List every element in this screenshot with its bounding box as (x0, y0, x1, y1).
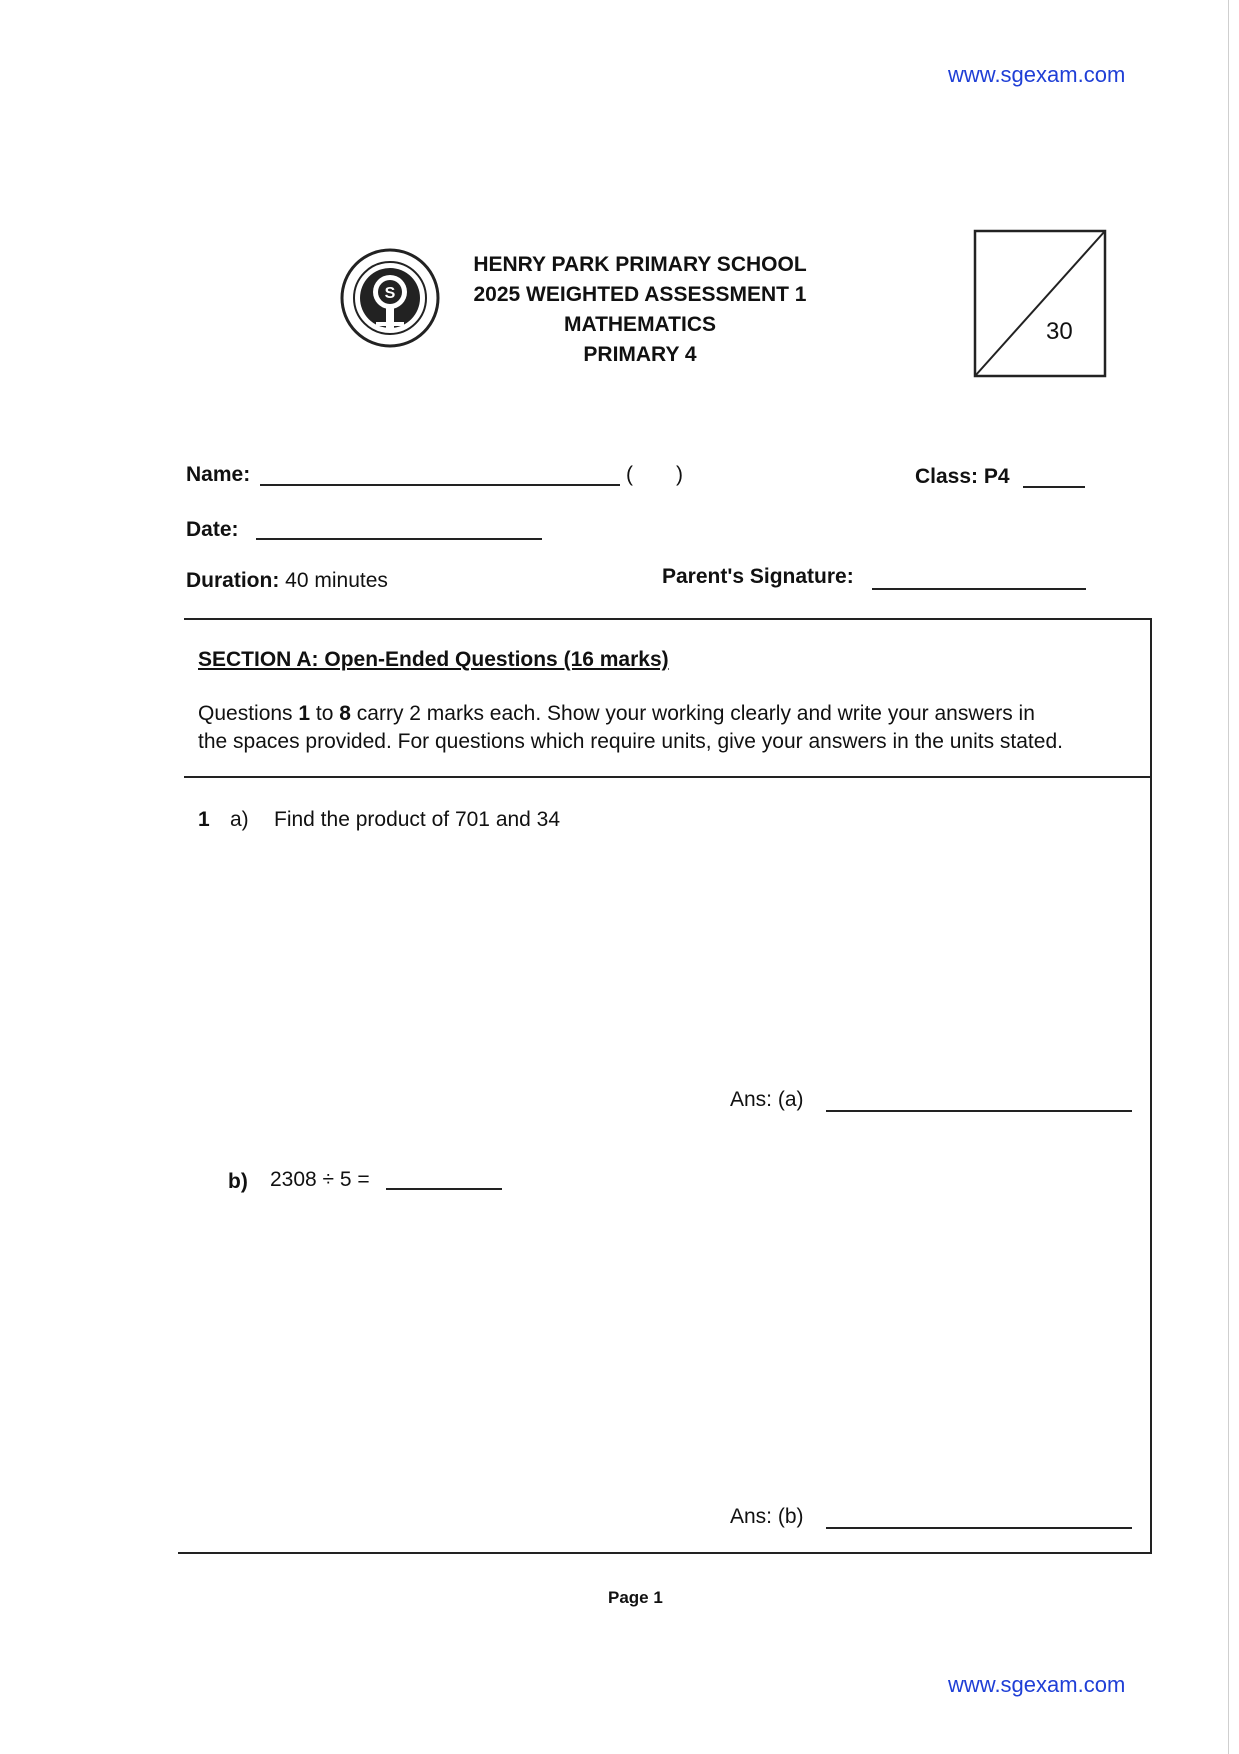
svg-text:S: S (384, 285, 396, 302)
instr-part: to (310, 702, 340, 725)
section-box-divider (184, 776, 1152, 778)
instructions-line-1 (198, 700, 1138, 728)
date-label: Date: (186, 518, 239, 541)
question-1a-label: a) (230, 808, 249, 831)
watermark-bottom[interactable]: www.sgexam.com (948, 1672, 1126, 1697)
level-title: PRIMARY 4 (583, 343, 697, 366)
answer-b-field[interactable] (826, 1527, 1132, 1529)
header-block (440, 250, 840, 370)
school-logo (340, 248, 440, 348)
total-marks: 30 (1046, 318, 1073, 345)
name-field[interactable] (260, 484, 620, 486)
question-1b-blank[interactable] (386, 1188, 502, 1190)
instr-part: Questions (198, 702, 299, 725)
section-box-bottom (178, 1552, 1152, 1554)
subject-title: MATHEMATICS (563, 313, 717, 336)
page-number: Page 1 (608, 1588, 663, 1607)
assessment-title: 2025 WEIGHTED ASSESSMENT 1 (473, 283, 807, 306)
instr-last-q: 8 (339, 702, 351, 725)
answer-b-label: Ans: (b) (730, 1505, 804, 1528)
class-field[interactable] (1023, 486, 1085, 488)
section-a-title: SECTION A: Open-Ended Questions (16 marks) (198, 648, 669, 671)
register-paren-close: ) (676, 463, 683, 486)
instructions-line-2: the spaces provided. For questions which require units, give your answers in the units stated. (198, 730, 1063, 753)
question-1b-label: b) (228, 1170, 248, 1193)
duration (186, 569, 388, 593)
duration-label: Duration: (186, 569, 280, 592)
section-box-right (1150, 618, 1152, 1554)
class-label: Class: P4 (915, 465, 1010, 488)
name-label: Name: (186, 463, 251, 486)
signature-label: Parent's Signature: (662, 565, 854, 588)
answer-a-field[interactable] (826, 1110, 1132, 1112)
answer-a-label: Ans: (a) (730, 1088, 804, 1111)
signature-field[interactable] (872, 588, 1086, 590)
question-1b-text: 2308 ÷ 5 = (270, 1168, 370, 1191)
instr-first-q: 1 (298, 702, 311, 725)
question-1a-text: Find the product of 701 and 34 (274, 808, 561, 831)
marks-box (972, 228, 1112, 380)
register-paren-open: ( (626, 463, 633, 486)
section-box-top (184, 618, 1152, 620)
watermark-top[interactable]: www.sgexam.com (948, 62, 1126, 87)
question-number: 1 (198, 808, 210, 831)
page-edge (1228, 0, 1229, 1754)
duration-value: 40 minutes (285, 569, 388, 592)
section-a-instructions (198, 700, 1138, 756)
date-field[interactable] (256, 538, 542, 540)
instr-part: carry 2 marks each. Show your working clearly and write your answers in (350, 702, 1035, 725)
school-name: HENRY PARK PRIMARY SCHOOL (473, 253, 807, 276)
